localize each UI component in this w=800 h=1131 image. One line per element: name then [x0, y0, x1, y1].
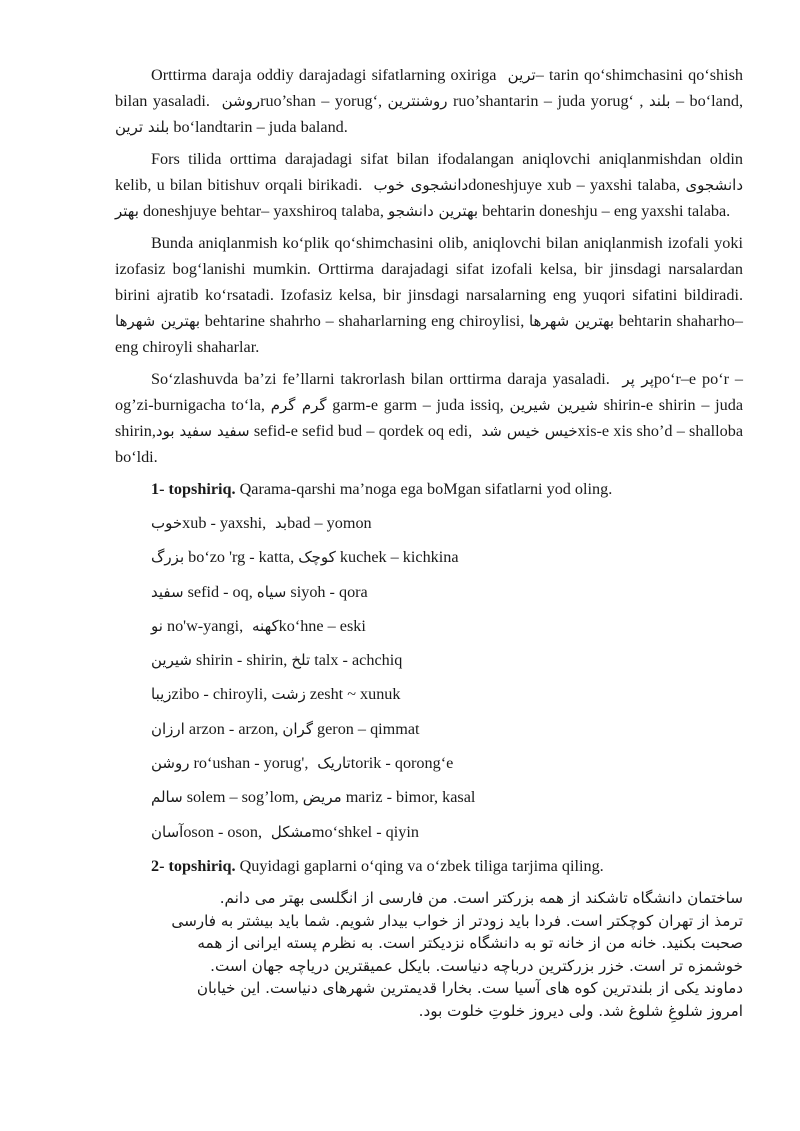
text-run: zibo - chiroyli, [171, 685, 272, 704]
adjective-pair [151, 716, 743, 742]
persian-exercise-text [115, 887, 743, 1023]
text-run: sefid-e sefid bud – qordek oq edi, [249, 422, 477, 440]
text-run: doneshjuye behtar– yaxshiroq talaba, [138, 202, 388, 220]
adjective-pairs-list [115, 510, 743, 845]
body-paragraphs [115, 62, 743, 470]
text-run: kuchek – kichkina [335, 548, 459, 567]
text-run: mo‘shkel - qiyin [311, 822, 419, 841]
paragraph [115, 146, 743, 224]
adjective-pair [151, 681, 743, 707]
persian-word: شیرین [151, 651, 192, 670]
persian-word: کهنه [247, 616, 279, 635]
task-2-text: Quyidagi gaplarni o‘qing va o‘zbek tiligа tarjima qiling. [235, 856, 604, 875]
adjective-pair [151, 544, 743, 570]
text-run: So‘zlashuvda ba’zi fe’llarni takrorlash bilan orttirma daraja yasaladi. [151, 370, 616, 388]
adjective-pair [151, 819, 743, 845]
persian-word: روشن [215, 92, 261, 110]
persian-word: سیاه [256, 582, 287, 601]
persian-word: نو [151, 616, 163, 635]
text-run: xis-e xis sho’d – shalloba bo‘ldi. [115, 422, 744, 466]
persian-word: دانشجوی خوب [367, 176, 469, 194]
text-run: Bunda aniqlanmish ko‘plik qo‘shimchasini olib, aniqlovchi bilan aniqlanmish izofali yoki izofasiz bog‘lanishi mumkin. Orttirma darajadagi sifat izofali kelsa, bir jinsdagi narsalardan birini ajratib ko‘rsatadi. Izofasiz kelsa, bir jinsdagi narsalarning eng yuqori sifatini bildiradi. [115, 234, 743, 304]
persian-word: بهترین دانشجو [387, 202, 479, 220]
persian-word: گران [282, 719, 313, 738]
text-run: no'w-yangi, [162, 616, 248, 635]
text-run: garm-e garm – juda issiq, [326, 396, 510, 414]
text-run: behtarine shahrho – shaharlarning eng chiroylisi, [200, 312, 529, 330]
persian-word: شیرین شیرین [509, 396, 598, 414]
text-run: Fors tilida orttima darajadagi sifat bilan ifodalangan aniqlovchi aniqlanmishdan oldin kelib, u bilan bitishuv orqali birikadi. [115, 150, 743, 194]
persian-word: پر پر [615, 370, 654, 388]
text-run: sefid - oq, [183, 582, 257, 601]
text-run: torik - qorong‘e [350, 754, 454, 773]
paragraph [115, 62, 743, 140]
task-2-label: 2- topshiriq. [151, 856, 236, 875]
persian-word: دانشجوی بهتر [115, 176, 743, 220]
text-run: doneshjuye xub – yaxshi talaba, [468, 176, 686, 194]
text-run: talx - achchiq [310, 651, 403, 670]
persian-sentence-line: خوشمزه تر است. خزر بزرکترین درباچه دنیاست. بایکل عمیقترین دریاچه جهان است. [210, 956, 743, 975]
persian-word: بلند ترین [115, 118, 170, 136]
text-run: arzon - arzon, [184, 719, 283, 738]
persian-word: سفید سفید بود [155, 422, 250, 440]
text-run: – bo‘land, [670, 92, 744, 110]
persian-sentence-line: دماوند یکی از بلندترین کوه های آسیا ست. بخارا قدیمترین شهرهای دنیاست. این خیابان [196, 979, 743, 998]
persian-word: روشن [151, 754, 190, 773]
persian-word: بزرگ [151, 548, 185, 567]
persian-word: مریض [302, 788, 342, 807]
persian-word: تاریک [312, 754, 351, 773]
text-run: shirin - shirin, [191, 651, 292, 670]
persian-word: سفید [151, 582, 184, 601]
text-run: bo‘landtarin – juda baland. [169, 118, 348, 136]
text-run: Orttirma daraja oddiy darajadagi sifatlarning oxiriga [151, 66, 502, 84]
task-2 [151, 853, 743, 879]
paragraph [115, 366, 743, 470]
text-run: mariz - bimor, kasal [341, 788, 476, 807]
persian-word: آسان [151, 822, 184, 841]
text-run: solem – sog’lom, [182, 788, 303, 807]
persian-word: بهترین شهرها [528, 312, 615, 330]
text-run: shirin-e shirin – juda shirin, [115, 396, 743, 440]
adjective-pair [151, 579, 743, 605]
text-run: geron – qimmat [312, 719, 420, 738]
text-run: ro‘ushan - yorug', [189, 754, 313, 773]
persian-word: سالم [151, 788, 183, 807]
persian-sentence-line: ساختمان دانشگاه تاشکند از همه بزرکتر است. من فارسی از انگلسی بهتر می دانم. [219, 888, 743, 907]
persian-word: زشت [271, 685, 306, 704]
persian-word: بلند [648, 92, 671, 110]
persian-word: زیبا [151, 685, 172, 704]
adjective-pair [151, 750, 743, 776]
persian-word: خیس خیس شد [476, 422, 578, 440]
text-run: behtarin doneshju – eng yaxshi talaba. [478, 202, 731, 220]
task-1 [151, 476, 743, 502]
text-run: behtarin shaharho– eng chiroyli shaharlar. [115, 312, 743, 356]
adjective-pair [151, 647, 743, 673]
persian-word: ارزان [151, 719, 185, 738]
persian-sentence-line: امروز شلوغِ شلوغ شد. ولی دیروز خلوتِ خلوت بود. [418, 1001, 743, 1020]
persian-word: کوچک [298, 548, 336, 567]
persian-word: مشکل [266, 822, 312, 841]
text-run: oson - oson, [183, 822, 267, 841]
paragraph [115, 230, 743, 360]
persian-word: بد [270, 514, 288, 532]
persian-word: گرم گرم [270, 396, 327, 414]
persian-word: بهترین شهرها [115, 312, 201, 330]
document-page [115, 62, 743, 1023]
text-run: siyoh - qora [286, 582, 368, 601]
persian-word: تلخ [291, 651, 311, 670]
adjective-pair [151, 510, 743, 536]
persian-sentence-line: ترمذ از تهران کوچکتر است. فردا باید زودتر از خواب بیدار شویم. شما باید بیشتر به فارسی [171, 911, 743, 930]
persian-sentence-line: صحبت بکنید. خانه من از خانه تو به دانشگاه نزدیکتر است. به نظرم پسته ایرانی از همه [197, 934, 743, 953]
adjective-pair [151, 613, 743, 639]
text-run: xub - yaxshi, [182, 514, 271, 532]
text-run: ruo’shantarin – juda yorug‘ , [447, 92, 649, 110]
text-run: – tarin qo‘shimchasini qo‘shish bilan yasaladi. [115, 66, 744, 110]
persian-word: ترین [501, 66, 536, 84]
text-run: bo‘zo 'rg - katta, [184, 548, 299, 567]
persian-word: روشنترین [387, 92, 448, 110]
adjective-pair [151, 784, 743, 810]
text-run: zesht ~ xunuk [305, 685, 401, 704]
text-run: po‘r–e po‘r – og’zi-burnigacha to‘la, [115, 370, 743, 414]
task-1-text: Qarama-qarshi ma’noga ega boMgan sifatlarni yod oling. [235, 480, 613, 498]
persian-word: خوب [151, 514, 183, 532]
text-run: bad – yomon [287, 514, 372, 532]
task-1-label: 1- topshiriq. [151, 480, 236, 498]
text-run: ko‘hne – eski [278, 616, 366, 635]
text-run: ruo’shan – yorug‘, [260, 92, 388, 110]
